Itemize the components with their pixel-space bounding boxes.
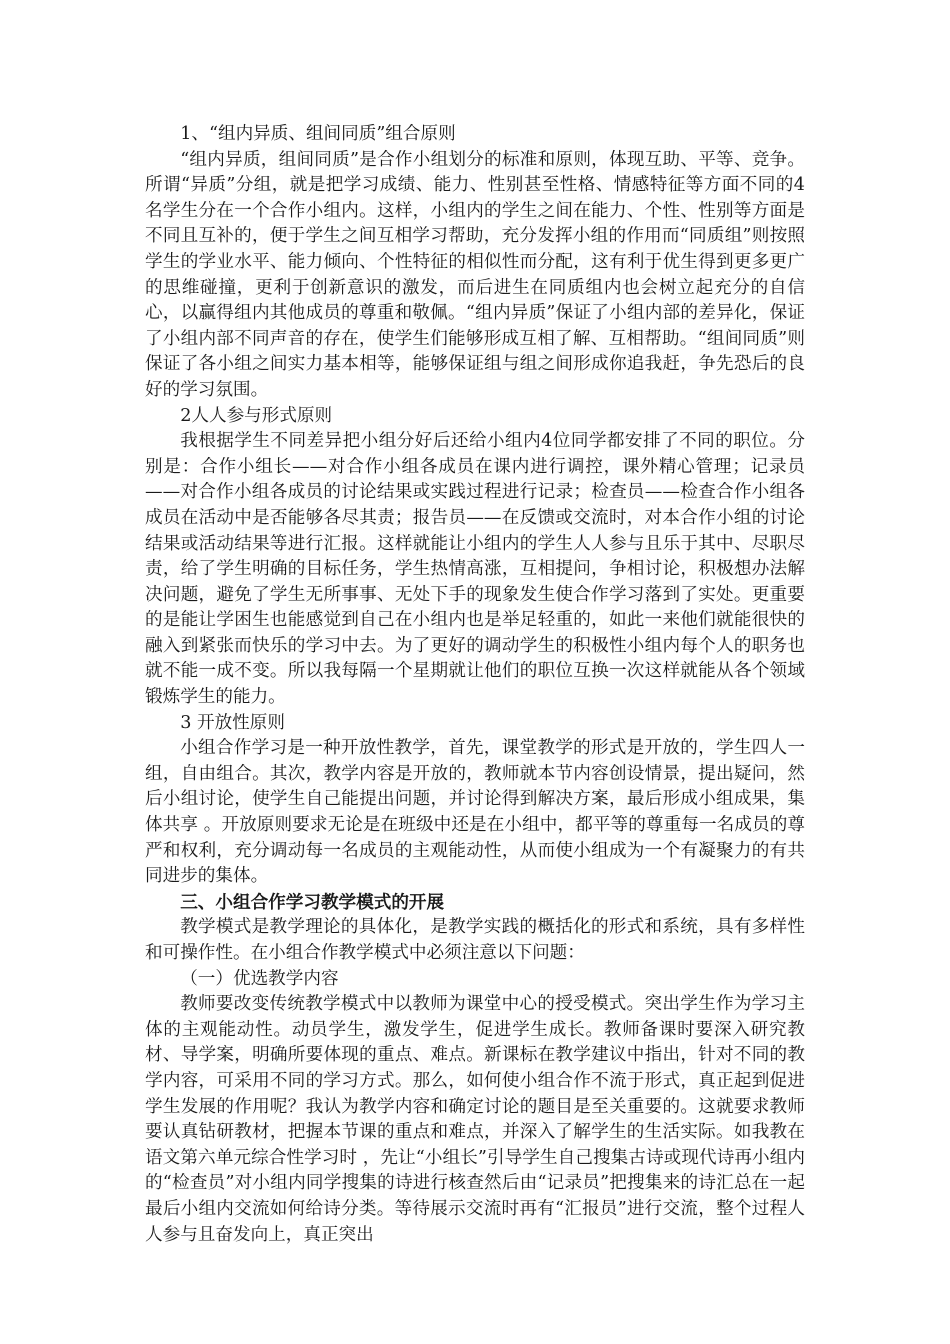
paragraph-principle-2: 我根据学生不同差异把小组分好后还给小组内4位同学都安排了不同的职位。分别是：合作小组长——对合作小组各成员在课内进行调控，课外精心管理；记录员——对合作小组各成员的讨论结果或实践过程进行记录；检查员——检查合作小组各成员在活动中是否能够各尽其责；报告员——在反馈或交流时，对本合作小组的讨论结果或活动结果等进行汇报。这样就能让小组内的学生人人参与且乐于其中、尽职尽责，给了学生明确的目标任务，学生热情高涨，互相提问，争相讨论，积极想办法解决问题，避免了学生无所事事、无处下手的现象发生使合作学习落到了实处。更重要的是能让学困生也能感觉到自己在小组内也是举足轻重的，如此一来他们就能很快的融入到紧张而快乐的学习中去。为了更好的调动学生的积极性小组内每个人的职务也就不能一成不变。所以我每隔一个星期就让他们的职位互换一次这样就能从各个领域锻炼学生的能力。 — [145, 431, 805, 708]
subheading-optimize-content: （一）优选教学内容 — [180, 968, 339, 989]
paragraph-principle-3: 小组合作学习是一种开放性教学，首先，课堂教学的形式是开放的，学生四人一组，自由组合。其次，教学内容是开放的，教师就本节内容创设情景，提出疑问，然后小组讨论，使学生自己能提出问题，并讨论得到解决方案，最后形成小组成果，集体共享 。开放原则要求无论是在班级中还是在小组中，都平等的尊重每一名成员的尊严和权利，充分调动每一名成员的主观能动性，从而使小组成为一个有凝聚力的有共同进步的集体。 — [145, 738, 805, 887]
section-heading-3: 三、小组合作学习教学模式的开展 — [180, 891, 445, 913]
heading-principle-1: 1、“组内异质、组间同质”组合原则 — [180, 124, 456, 144]
document-body — [145, 122, 805, 1248]
paragraph-principle-1: “组内异质，组间同质”是合作小组划分的标准和原则，体现互助、平等、竞争。所谓“异质”分组，就是把学习成绩、能力、性别甚至性格、情感特征等方面不同的4名学生分在一个合作小组内。这样，小组内的学生之间在能力、个性、性别等方面是不同且互补的，便于学生之间互相学习帮助，充分发挥小组的作用而“同质组”则按照学生的学业水平、能力倾向、个性特征的相似性而分配，这有利于优生得到更多更广的思维碰撞，更利于创新意识的激发，而后进生在同质组内也会树立起充分的自信心，以赢得组内其他成员的尊重和敬佩。“组内异质”保证了小组内部的差异化，保证了小组内部不同声音的存在，使学生们能够形成互相了解、互相帮助。“组间同质”则保证了各小组之间实力基本相等，能够保证组与组之间形成你追我赶，争先恐后的良好的学习氛围。 — [145, 149, 805, 400]
paragraph-section-intro: 教学模式是教学理论的具体化，是教学实践的概括化的形式和系统，具有多样性和可操作性。在小组合作教学模式中必须注意以下问题： — [145, 917, 805, 963]
heading-principle-3: 3 开放性原则 — [180, 712, 285, 733]
heading-principle-2: 2人人参与形式原则 — [180, 405, 333, 426]
paragraph-optimize-content: 教师要改变传统教学模式中以教师为课堂中心的授受模式。突出学生作为学习主体的主观能动性。动员学生，激发学生，促进学生成长。教师备课时要深入研究教材、导学案，明确所要体现的重点、难点。新课标在教学建议中指出，针对不同的教学内容，可采用不同的学习方式。那么，如何使小组合作不流于形式，真正起到促进学生发展的作用呢？我认为教学内容和确定讨论的题目是至关重要的。这就要求教师要认真钻研教材，把握本节课的重点和难点，并深入了解学生的生活实际。如我教在语文第六单元综合性学习时 ，先让“小组长”引导学生自己搜集古诗或现代诗再小组内的“检查员”对小组内同学搜集的诗进行核查然后由“记录员”把搜集来的诗汇总在一起最后小组内交流如何给诗分类。等待展示交流时再有“汇报员”进行交流，整个过程人人参与且奋发向上，真正突出 — [145, 994, 805, 1245]
